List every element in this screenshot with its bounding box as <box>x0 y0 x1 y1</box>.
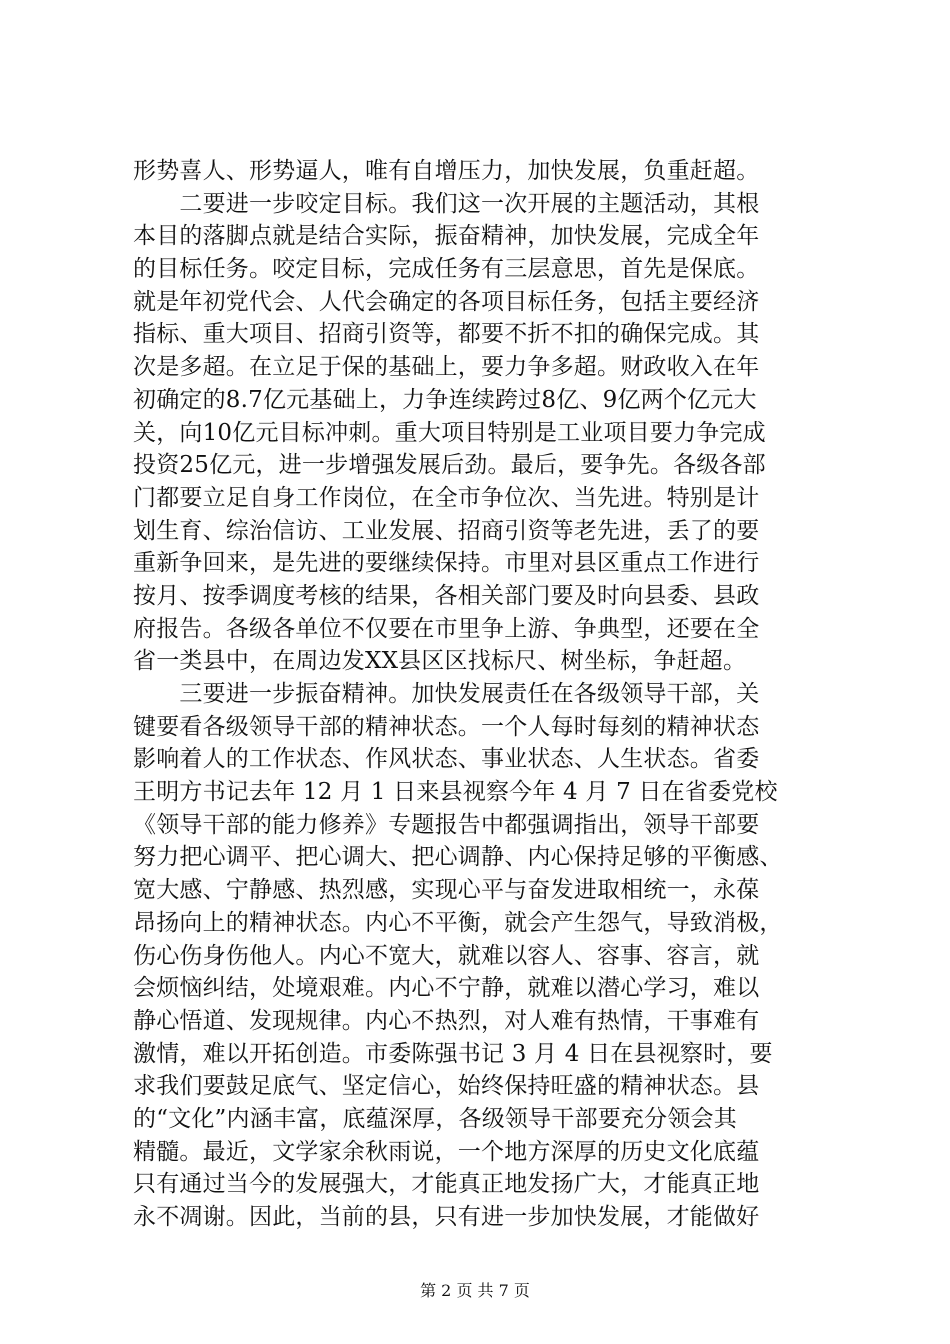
text-line: 省一类县中，在周边发XX县区区找标尺、树坐标，争赶超。 <box>133 648 747 675</box>
body-text <box>133 155 833 1234</box>
text-line: 次是多超。在立足于保的基础上，要力争多超。财政收入在年 <box>133 354 760 381</box>
page-footer: 第 2 页 共 7 页 <box>420 1281 530 1300</box>
text-line: 的目标任务。咬定目标，完成任务有三层意思，首先是保底。 <box>133 256 760 283</box>
text-line: 伤心伤身伤他人。内心不宽大，就难以容人、容事、容言，就 <box>133 942 760 969</box>
text-line: 宽大感、宁静感、热烈感，实现心平与奋发进取相统一，永葆 <box>133 877 760 904</box>
text-line: 二要进一步咬定目标。我们这一次开展的主题活动，其根 <box>133 190 760 217</box>
text-line: 关，向10亿元目标冲刺。重大项目特别是工业项目要力争完成 <box>133 419 766 446</box>
text-line: 三要进一步振奋精神。加快发展责任在各级领导干部，关 <box>133 681 760 707</box>
text-line: 永不凋谢。因此，当前的县，只有进一步加快发展，才能做好 <box>133 1204 760 1230</box>
text-line: 求我们要鼓足底气、坚定信心，始终保持旺盛的精神状态。县 <box>133 1073 760 1100</box>
text-line: 的“文化”内涵丰富，底蕴深厚，各级领导干部要充分领会其 <box>133 1105 737 1132</box>
text-line: 激情，难以开拓创造。市委陈强书记 3 月 4 日在县视察时，要 <box>133 1040 773 1067</box>
text-line: 只有通过当今的发展强大，才能真正地发扬广大，才能真正地 <box>133 1171 760 1198</box>
text-line: 静心悟道、发现规律。内心不热烈，对人难有热情，干事难有 <box>133 1007 760 1034</box>
text-line: 昂扬向上的精神状态。内心不平衡，就会产生怨气，导致消极， <box>133 909 783 936</box>
text-line: 键要看各级领导干部的精神状态。一个人每时每刻的精神状态 <box>133 713 760 740</box>
text-line: 影响着人的工作状态、作风状态、事业状态、人生状态。省委 <box>133 746 760 773</box>
text-line: 就是年初党代会、人代会确定的各项目标任务，包括主要经济 <box>133 288 760 315</box>
text-line: 精髓。最近，文学家余秋雨说，一个地方深厚的历史文化底蕴 <box>133 1138 760 1165</box>
text-line: 划生育、综治信访、工业发展、招商引资等老先进，丢了的要 <box>133 517 760 544</box>
text-line: 会烦恼纠结，处境艰难。内心不宁静，就难以潜心学习，难以 <box>133 975 760 1002</box>
text-line: 形势喜人、形势逼人，唯有自增压力，加快发展，负重赶超。 <box>133 158 760 184</box>
text-line: 王明方书记去年 12 月 1 日来县视察今年 4 月 7 日在省委党校 <box>133 779 778 806</box>
text-line: 本目的落脚点就是结合实际，振奋精神，加快发展，完成全年 <box>133 223 760 250</box>
text-line: 努力把心调平、把心调大、把心调静、内心保持足够的平衡感、 <box>133 844 783 871</box>
text-line: 重新争回来，是先进的要继续保持。市里对县区重点工作进行 <box>133 550 760 577</box>
text-line: 初确定的8.7亿元基础上，力争连续跨过8亿、9亿两个亿元大 <box>133 386 757 413</box>
text-line: 按月、按季调度考核的结果，各相关部门要及时向县委、县政 <box>133 582 760 609</box>
text-line: 门都要立足自身工作岗位，在全市争位次、当先进。特别是计 <box>133 484 760 511</box>
text-line: 投资25亿元，进一步增强发展后劲。最后，要争先。各级各部 <box>133 452 766 479</box>
text-line: 府报告。各级各单位不仅要在市里争上游、争典型，还要在全 <box>133 615 760 642</box>
text-line: 指标、重大项目、招商引资等，都要不折不扣的确保完成。其 <box>133 321 760 348</box>
text-line: 《领导干部的能力修养》专题报告中都强调指出，领导干部要 <box>133 811 760 838</box>
